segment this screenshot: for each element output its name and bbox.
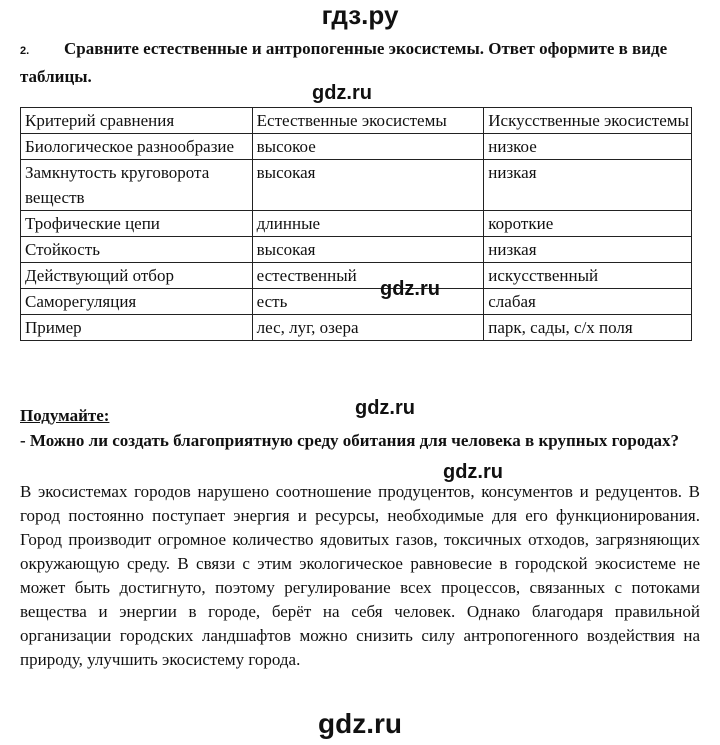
answer-paragraph: В экосистемах городов нарушено соотношение продуцентов, консументов и редуцентов. В город постоянно поступает энергия и ресурсы, необходимые для его функционирования. Город производит огромное количество ядовитых газов, токсичных отходов, загрязняющих окружающую среду. В связи с этим экологическое равновесие в городской экосистеме не может быть достигнуто, поэтому регулирование всех процессов, связанных с потоками вещества и энергии в городе, берёт на себя человек. Однако благодаря правильной организации городских ландшафтов можно снизить силу антропогенного воздействия на природу, улучшить экосистему города. <box>20 482 700 669</box>
table-row <box>21 315 692 341</box>
comparison-table <box>20 107 692 341</box>
table-cell: Замкнутость круговорота веществ <box>21 160 253 211</box>
table-row <box>21 289 692 315</box>
watermark: gdz.ru <box>355 397 415 419</box>
table-cell: высокая <box>252 160 484 211</box>
table-cell: Трофические цепи <box>21 211 253 237</box>
table-row <box>21 211 692 237</box>
table-row <box>21 263 692 289</box>
table-header-row <box>21 108 692 134</box>
table-cell: Саморегуляция <box>21 289 253 315</box>
watermark: gdz.ru <box>443 461 503 483</box>
table-cell: низкая <box>484 160 692 211</box>
table-cell: высокое <box>252 134 484 160</box>
table-row <box>21 237 692 263</box>
table-row <box>21 134 692 160</box>
think-question: - Можно ли создать благоприятную среду обитания для человека в крупных городах? <box>20 431 679 450</box>
table-cell: длинные <box>252 211 484 237</box>
table-cell: короткие <box>484 211 692 237</box>
table-cell: низкое <box>484 134 692 160</box>
table-header-cell: Естественные экосистемы <box>252 108 484 134</box>
table-cell: Стойкость <box>21 237 253 263</box>
task-text: Сравните естественные и антропогенные экосистемы. Ответ оформите в виде таблицы. <box>20 39 668 86</box>
table-cell: Пример <box>21 315 253 341</box>
table-cell: искусственный <box>484 263 692 289</box>
think-heading: Подумайте: <box>20 406 110 425</box>
table-cell: лес, луг, озера <box>252 315 484 341</box>
table-cell: естественный <box>252 263 484 289</box>
site-header-logo: гдз.ру <box>321 0 399 30</box>
table-cell: парк, сады, с/х поля <box>484 315 692 341</box>
table-cell: Биологическое разнообразие <box>21 134 253 160</box>
table-cell: низкая <box>484 237 692 263</box>
table-row <box>21 160 692 211</box>
task-number: 2. <box>20 45 30 57</box>
table-cell: слабая <box>484 289 692 315</box>
table-cell: Действующий отбор <box>21 263 253 289</box>
table-header-cell: Искусственные экосистемы <box>484 108 692 134</box>
watermark: gdz.ru <box>380 278 440 300</box>
table-cell: высокая <box>252 237 484 263</box>
table-header-cell: Критерий сравнения <box>21 108 253 134</box>
table-cell: есть <box>252 289 484 315</box>
watermark: gdz.ru <box>312 82 372 104</box>
watermark-footer: gdz.ru <box>318 708 402 739</box>
